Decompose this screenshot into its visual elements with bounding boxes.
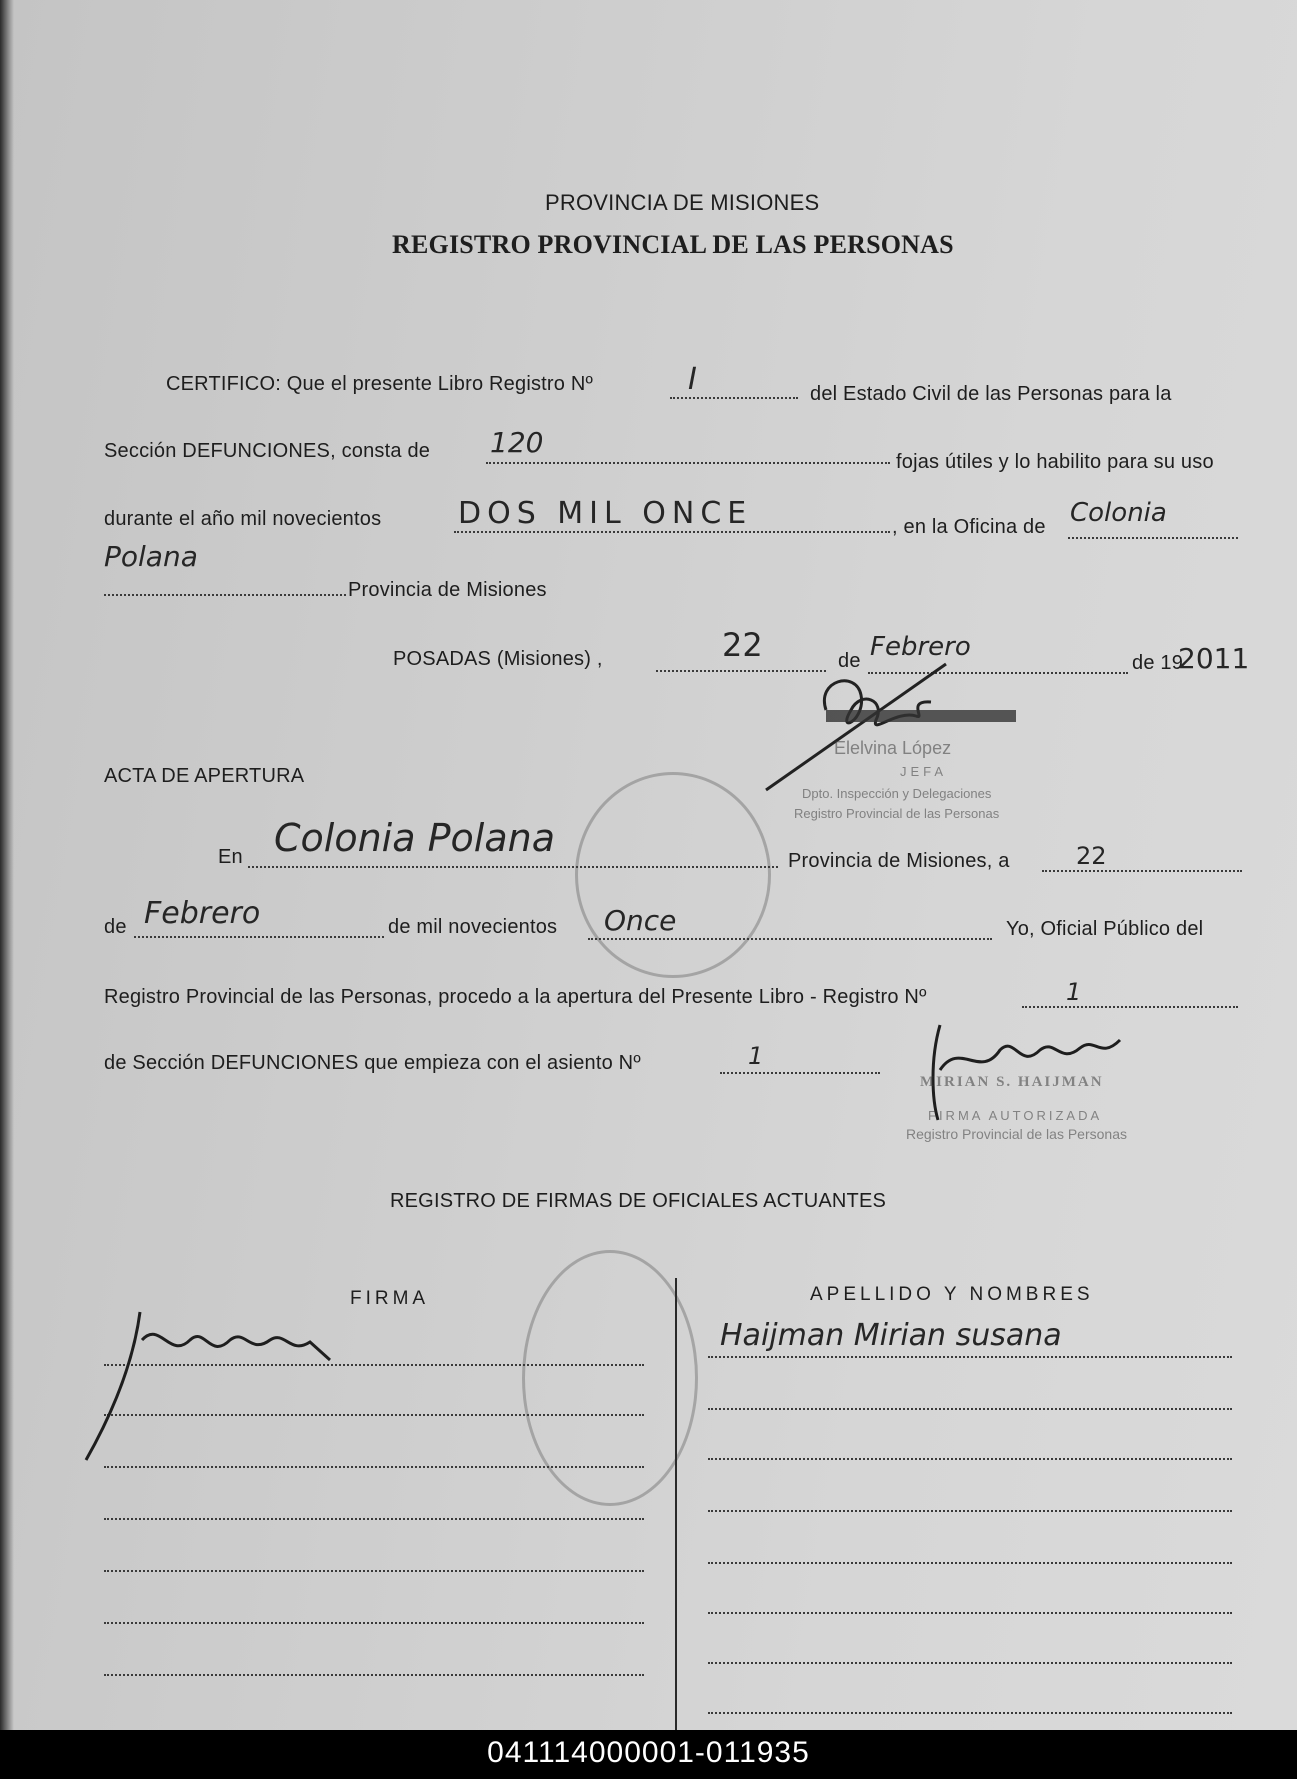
acta-prov: Provincia de Misiones, a bbox=[788, 850, 1010, 872]
date-de-19: de 19 bbox=[1132, 652, 1184, 674]
office-handwritten-2: Polana bbox=[104, 540, 198, 573]
registry-title: REGISTRO PROVINCIAL DE LAS PERSONAS bbox=[392, 230, 954, 259]
official-signature bbox=[756, 640, 1036, 800]
firmas-title: REGISTRO DE FIRMAS DE OFICIALES ACTUANTES bbox=[390, 1190, 887, 1212]
acta-en: En bbox=[218, 846, 243, 868]
authorized-stamp-label: FIRMA AUTORIZADA bbox=[928, 1108, 1103, 1123]
province-heading: PROVINCIA DE MISIONES bbox=[545, 190, 820, 215]
nombres-column-header: APELLIDO Y NOMBRES bbox=[810, 1284, 1094, 1305]
place-text: POSADAS (Misiones) , bbox=[393, 648, 603, 670]
acta-title: ACTA DE APERTURA bbox=[104, 765, 305, 787]
nombre-line bbox=[708, 1712, 1232, 1714]
year-words-handwritten: DOS MIL ONCE bbox=[458, 496, 753, 531]
column-divider bbox=[675, 1278, 677, 1730]
office-field-cont bbox=[104, 594, 346, 596]
nombre-line bbox=[708, 1562, 1232, 1564]
cert-line2-end: fojas útiles y lo habilito para su uso bbox=[896, 451, 1214, 473]
acta-de: de bbox=[104, 916, 127, 938]
office-handwritten-1: Colonia bbox=[1070, 498, 1167, 528]
nombre-line bbox=[708, 1356, 1232, 1358]
official-stamp-role: JEFA bbox=[900, 764, 948, 779]
cert-line3-text: durante el año mil novecientos bbox=[104, 508, 382, 530]
acta-mil: de mil novecientos bbox=[388, 916, 558, 938]
acta-month-field bbox=[134, 936, 384, 938]
office-field bbox=[1068, 537, 1238, 539]
authorized-stamp-registry: Registro Provincial de las Personas bbox=[906, 1126, 1127, 1142]
acta-asiento-handwritten: 1 bbox=[748, 1042, 764, 1070]
firma-line bbox=[104, 1674, 644, 1676]
acta-day-field bbox=[1042, 870, 1242, 872]
folios-field bbox=[486, 462, 890, 464]
nombre-line bbox=[708, 1408, 1232, 1410]
nombre-line bbox=[708, 1662, 1232, 1664]
book-number-handwritten: I bbox=[688, 362, 697, 397]
day-handwritten: 22 bbox=[722, 626, 763, 664]
acta-line3: Registro Provincial de las Personas, procedo a la apertura del Presente Libro - Registro Nº bbox=[104, 986, 927, 1008]
acta-place-handwritten: Colonia Polana bbox=[274, 816, 555, 860]
acta-year-handwritten: Once bbox=[604, 904, 677, 937]
firma-column-header: FIRMA bbox=[350, 1288, 430, 1309]
round-seal-1 bbox=[575, 772, 771, 978]
document-code-bar bbox=[0, 1730, 1297, 1779]
official-stamp-registry: Registro Provincial de las Personas bbox=[794, 806, 1000, 821]
cert-line1-end: del Estado Civil de las Personas para la bbox=[810, 383, 1172, 405]
acta-day-handwritten: 22 bbox=[1076, 842, 1107, 870]
nombre-line bbox=[708, 1612, 1232, 1614]
authorized-stamp-name: MIRIAN S. HAIJMAN bbox=[920, 1074, 1104, 1090]
cert-line1-text: CERTIFICO: Que el presente Libro Registro Nº bbox=[166, 373, 594, 395]
official-stamp-name: Elelvina López bbox=[834, 738, 952, 758]
month-handwritten: Febrero bbox=[870, 632, 971, 662]
year-handwritten: 2011 bbox=[1178, 642, 1250, 675]
page-edge-shadow bbox=[0, 0, 14, 1730]
nombre-line bbox=[708, 1510, 1232, 1512]
firma-line bbox=[104, 1518, 644, 1520]
acta-year-field bbox=[588, 938, 992, 940]
year-words-field bbox=[454, 531, 890, 533]
official-stamp-dept: Dpto. Inspección y Delegaciones bbox=[802, 786, 992, 801]
acta-line4: de Sección DEFUNCIONES que empieza con el asiento Nº bbox=[104, 1052, 641, 1074]
acta-asiento-field bbox=[720, 1072, 880, 1074]
entry-signature bbox=[80, 1300, 360, 1470]
firma-line bbox=[104, 1622, 644, 1624]
entry-name-handwritten: Haijman Mirian susana bbox=[720, 1318, 1062, 1353]
folios-handwritten: 120 bbox=[490, 426, 544, 459]
acta-book-handwritten: 1 bbox=[1066, 978, 1082, 1006]
acta-month-handwritten: Febrero bbox=[144, 896, 261, 931]
cert-line4-text: Provincia de Misiones bbox=[348, 579, 547, 601]
document-code: 041114000001-011935 bbox=[487, 1736, 810, 1769]
cert-line3-office: , en la Oficina de bbox=[892, 516, 1046, 538]
acta-yo: Yo, Oficial Público del bbox=[1006, 918, 1204, 940]
book-number-field bbox=[670, 397, 798, 399]
date-de-1: de bbox=[838, 650, 861, 672]
nombre-line bbox=[708, 1458, 1232, 1460]
acta-book-field bbox=[1022, 1006, 1238, 1008]
acta-place-field bbox=[248, 866, 778, 868]
cert-line2-text: Sección DEFUNCIONES, consta de bbox=[104, 440, 431, 462]
firma-line bbox=[104, 1570, 644, 1572]
